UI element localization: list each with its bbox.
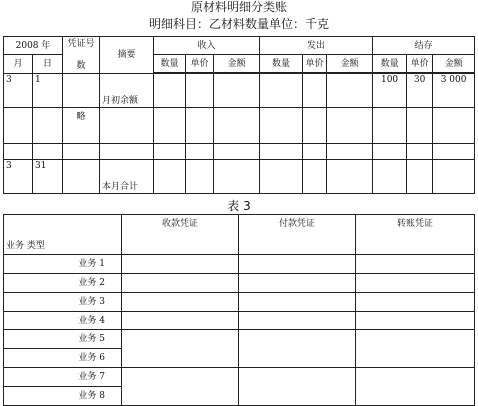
row1-summary: 月初余额 (100, 74, 154, 108)
business-type-table (3, 214, 475, 406)
table3-title: 表 3 (227, 199, 251, 213)
row1-balance-price: 30 (407, 74, 433, 108)
header-issue: 发出 (260, 37, 373, 55)
business-4-label: 业务 4 (4, 312, 122, 330)
row1-day: 1 (33, 74, 63, 108)
income-amount-header: 金额 (214, 55, 260, 73)
row4-day: 31 (33, 160, 63, 194)
table3-corner (4, 215, 122, 255)
header-income: 收入 (154, 37, 260, 55)
row4-summary: 本月合计 (100, 160, 154, 194)
ledger-row-blank (4, 144, 475, 160)
column-transfer-voucher: 转账凭证 (356, 215, 475, 255)
business-7-label: 业务 7 (4, 368, 121, 387)
business-5-6-cell (4, 330, 122, 368)
column-payment-voucher: 付款凭证 (239, 215, 356, 255)
row1-balance-qty: 100 (373, 74, 407, 108)
table3-header-row (4, 215, 475, 255)
header-balance: 结存 (373, 37, 475, 55)
income-qty-header: 数量 (154, 55, 186, 73)
header-day: 日 (33, 55, 63, 74)
table3-row-2 (4, 274, 475, 293)
ledger-row-omitted (4, 108, 475, 144)
row4-month: 3 (4, 160, 33, 194)
issue-amount-header: 金额 (327, 55, 373, 73)
table3-row-5-6 (4, 330, 475, 368)
business-2-label: 业务 2 (4, 274, 122, 293)
row1-balance-amount: 3 000 (433, 74, 475, 108)
header-voucher-no-line2: 数 (76, 61, 86, 71)
header-summary: 摘要 (100, 37, 154, 74)
row1-voucher (63, 74, 100, 108)
issue-price-header: 单价 (303, 55, 327, 73)
row2-voucher: 略 (63, 108, 100, 144)
business-8-label: 业务 8 (78, 391, 105, 401)
business-7-8-cell (4, 368, 122, 406)
table3-row-4 (4, 312, 475, 330)
column-receipt-voucher: 收款凭证 (122, 215, 239, 255)
business-3-label: 业务 3 (4, 293, 122, 312)
ledger-subtitle: 明细科目：乙材料数量单位：千克 (148, 17, 329, 31)
business-5-label: 业务 5 (4, 330, 121, 349)
balance-amount-header: 金额 (433, 55, 475, 73)
material-ledger-table (3, 36, 475, 194)
balance-price-header: 单价 (407, 55, 433, 73)
header-voucher-no-line1: 凭证号 (67, 39, 95, 49)
ledger-row-total (4, 160, 475, 194)
header-row-1 (4, 37, 475, 55)
header-year: 2008 年 (4, 37, 63, 55)
business-1-label: 业务 1 (4, 255, 122, 274)
ledger-row-opening (4, 74, 475, 108)
ledger-title: 原材料明细分类账 (190, 0, 287, 14)
table3-row-3 (4, 293, 475, 312)
header-month: 月 (4, 55, 33, 74)
business-6-label: 业务 6 (78, 353, 105, 363)
header-voucher-no (63, 37, 100, 74)
row1-month: 3 (4, 74, 33, 108)
income-price-header: 单价 (186, 55, 214, 73)
table3-row-7-8 (4, 368, 475, 406)
table3-row-1 (4, 255, 475, 274)
issue-qty-header: 数量 (260, 55, 303, 73)
corner-label: 业务 类型 (6, 241, 45, 251)
balance-qty-header: 数量 (373, 55, 407, 73)
